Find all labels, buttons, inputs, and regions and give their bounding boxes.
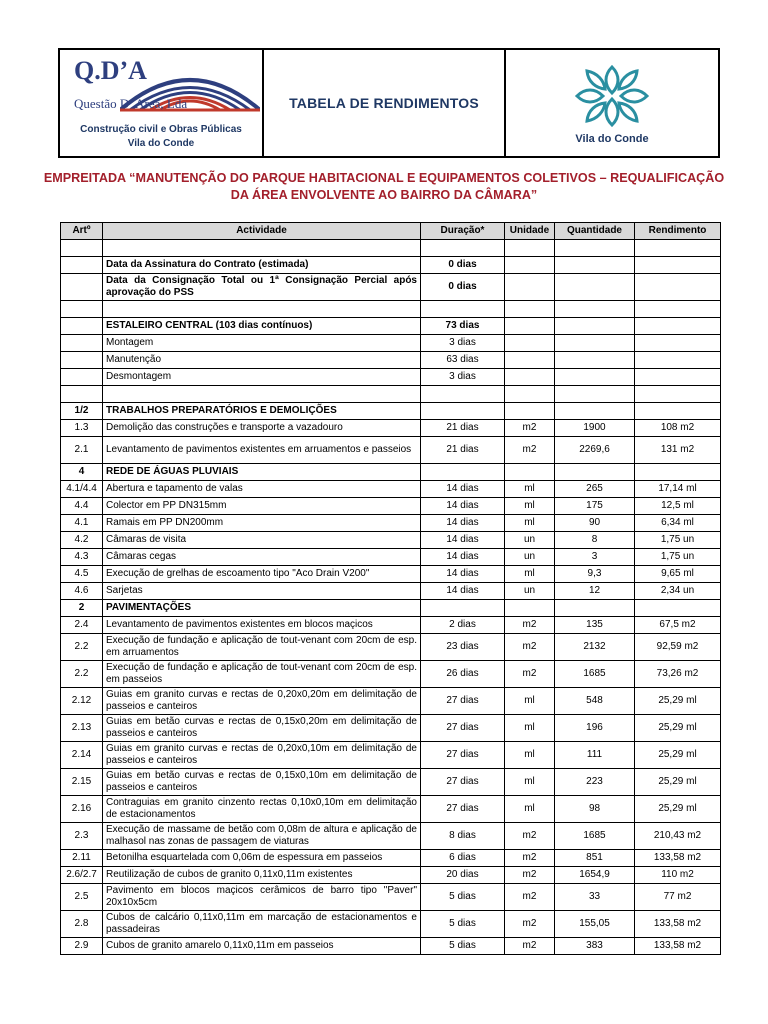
cell-quantity: 548 [555,688,635,715]
cell-art: 4.6 [61,583,103,600]
cell-yield: 25,29 ml [635,769,721,796]
cell-activity: Colector em PP DN315mm [103,498,421,515]
cell-art: 2.1 [61,437,103,464]
cell-art [61,257,103,274]
cell-art [61,274,103,301]
cell-activity: TRABALHOS PREPARATÓRIOS E DEMOLIÇÕES [103,403,421,420]
cell-yield [635,386,721,403]
cell-yield [635,301,721,318]
cell-activity: Pavimento em blocos maçicos cerâmicos de barro tipo "Paver" 20x10x5cm [103,884,421,911]
cell-yield [635,318,721,335]
cell-activity: Execução de grelhas de escoamento tipo "Aco Drain V200" [103,566,421,583]
cell-activity: Guias em betão curvas e rectas de 0,15x0,20m em delimitação de passeios e canteiros [103,715,421,742]
cell-duration: 27 dias [421,742,505,769]
column-header-duration: Duração* [421,223,505,240]
cell-quantity [555,318,635,335]
cell-unit: m2 [505,634,555,661]
table-row [61,386,721,403]
cell-duration [421,301,505,318]
cell-art: 2.14 [61,742,103,769]
cell-activity: REDE DE ÁGUAS PLUVIAIS [103,464,421,481]
cell-duration: 3 dias [421,335,505,352]
table-row [61,420,721,437]
column-header-yield: Rendimento [635,223,721,240]
cell-quantity [555,600,635,617]
cell-art: 4.4 [61,498,103,515]
cell-unit [505,274,555,301]
cell-art: 4.5 [61,566,103,583]
cell-unit [505,318,555,335]
cell-quantity [555,301,635,318]
cell-duration: 14 dias [421,566,505,583]
cell-quantity: 851 [555,850,635,867]
table-row [61,498,721,515]
cell-art: 2.16 [61,796,103,823]
cell-duration: 5 dias [421,884,505,911]
cell-unit: ml [505,715,555,742]
cell-activity: Contraguias em granito cinzento rectas 0,10x0,10m em delimitação de estacionamentos [103,796,421,823]
cell-yield: 131 m2 [635,437,721,464]
cell-duration [421,600,505,617]
table-row [61,369,721,386]
cell-art: 2 [61,600,103,617]
table-row [61,661,721,688]
cell-unit: ml [505,481,555,498]
table-row [61,532,721,549]
cell-yield [635,369,721,386]
cell-unit: ml [505,742,555,769]
cell-art [61,240,103,257]
cell-unit: m2 [505,420,555,437]
cell-duration: 14 dias [421,481,505,498]
cell-yield: 2,34 un [635,583,721,600]
cell-unit: ml [505,515,555,532]
cell-duration: 0 dias [421,257,505,274]
cell-unit: m2 [505,938,555,955]
cell-duration: 20 dias [421,867,505,884]
cell-art [61,335,103,352]
table-row [61,583,721,600]
cell-activity: Manutenção [103,352,421,369]
cell-unit: un [505,549,555,566]
cell-duration [421,464,505,481]
cell-quantity [555,274,635,301]
contract-title-line-1: EMPREITADA “MANUTENÇÃO DO PARQUE HABITACIONAL E EQUIPAMENTOS COLETIVOS – REQUALIFICAÇÃO [43,171,725,185]
table-row [61,301,721,318]
table-body [61,240,721,955]
cell-unit: m2 [505,867,555,884]
table-row [61,335,721,352]
cell-activity: Execução de fundação e aplicação de tout-venant com 20cm de esp. em passeios [103,661,421,688]
cell-unit [505,600,555,617]
cell-duration: 8 dias [421,823,505,850]
table-header-row [61,223,721,240]
cell-quantity: 1685 [555,823,635,850]
cell-art: 4.1 [61,515,103,532]
cell-art [61,318,103,335]
cell-art: 4.1/4.4 [61,481,103,498]
cell-unit [505,301,555,318]
company-activity: Construção civil e Obras Públicas [80,124,242,135]
cell-art: 2.11 [61,850,103,867]
cell-activity: Cubos de granito amarelo 0,11x0,11m em passeios [103,938,421,955]
cell-quantity: 1900 [555,420,635,437]
company-logo [60,50,264,156]
cell-yield: 108 m2 [635,420,721,437]
cell-unit: m2 [505,437,555,464]
cell-unit: ml [505,769,555,796]
cell-quantity: 33 [555,884,635,911]
cell-activity: Execução de fundação e aplicação de tout-venant com 20cm de esp. em arruamentos [103,634,421,661]
cell-yield: 25,29 ml [635,742,721,769]
column-header-art: Artº [61,223,103,240]
cell-activity: Cubos de calcário 0,11x0,11m em marcação de estacionamentos e passadeiras [103,911,421,938]
cell-unit: un [505,583,555,600]
cell-quantity [555,257,635,274]
table-row [61,240,721,257]
cell-duration [421,240,505,257]
table-row [61,769,721,796]
cell-yield: 9,65 ml [635,566,721,583]
cell-quantity: 2132 [555,634,635,661]
cell-yield: 92,59 m2 [635,634,721,661]
cell-duration: 14 dias [421,498,505,515]
cell-activity [103,386,421,403]
cell-duration: 2 dias [421,617,505,634]
cell-activity: Levantamento de pavimentos existentes em blocos maçicos [103,617,421,634]
table-row [61,549,721,566]
cell-duration: 27 dias [421,688,505,715]
cell-activity: Data da Assinatura do Contrato (estimada) [103,257,421,274]
cell-art [61,301,103,318]
cell-art: 2.2 [61,634,103,661]
cell-unit: m2 [505,661,555,688]
cell-quantity [555,403,635,420]
cell-yield: 133,58 m2 [635,938,721,955]
title-cell [264,50,506,156]
cell-duration: 0 dias [421,274,505,301]
cell-activity: Data da Consignação Total ou 1ª Consignação Percial após aprovação do PSS [103,274,421,301]
table-row [61,715,721,742]
cell-duration: 5 dias [421,911,505,938]
contract-title-line-2: DA ÁREA ENVOLVENTE AO BAIRRO DA CÂMARA” [230,188,538,202]
company-name: Questão D’ Area, Lda [74,96,188,111]
cell-quantity: 2269,6 [555,437,635,464]
cell-quantity [555,335,635,352]
column-header-activity: Actividade [103,223,421,240]
table-row [61,600,721,617]
table-row [61,352,721,369]
cell-art: 4.3 [61,549,103,566]
cell-yield [635,257,721,274]
cell-yield [635,403,721,420]
cell-unit: ml [505,796,555,823]
cell-art: 2.5 [61,884,103,911]
cell-art [61,369,103,386]
table-row [61,566,721,583]
flower-emblem-icon [571,61,653,131]
cell-yield: 1,75 un [635,532,721,549]
table-row [61,823,721,850]
cell-quantity: 98 [555,796,635,823]
cell-duration: 3 dias [421,369,505,386]
cell-unit: m2 [505,850,555,867]
cell-yield: 110 m2 [635,867,721,884]
yield-table [60,222,721,955]
table-row [61,938,721,955]
cell-art: 2.12 [61,688,103,715]
cell-yield: 25,29 ml [635,796,721,823]
cell-duration: 21 dias [421,437,505,464]
cell-quantity [555,386,635,403]
cell-art: 4.2 [61,532,103,549]
cell-unit: m2 [505,617,555,634]
cell-art: 2.15 [61,769,103,796]
cell-quantity: 8 [555,532,635,549]
cell-duration: 63 dias [421,352,505,369]
column-header-quantity: Quantidade [555,223,635,240]
cell-quantity: 383 [555,938,635,955]
table-row [61,257,721,274]
cell-quantity: 111 [555,742,635,769]
cell-art: 1/2 [61,403,103,420]
cell-duration: 21 dias [421,420,505,437]
cell-quantity: 9,3 [555,566,635,583]
cell-duration: 14 dias [421,515,505,532]
table-row [61,634,721,661]
cell-art [61,352,103,369]
cell-yield [635,600,721,617]
cell-duration: 26 dias [421,661,505,688]
cell-quantity [555,352,635,369]
table-row [61,515,721,532]
cell-yield: 12,5 ml [635,498,721,515]
cell-quantity [555,464,635,481]
table-row [61,796,721,823]
cell-yield: 210,43 m2 [635,823,721,850]
cell-quantity: 135 [555,617,635,634]
cell-duration: 14 dias [421,549,505,566]
cell-unit: m2 [505,884,555,911]
cell-yield: 73,26 m2 [635,661,721,688]
contract-title [40,170,728,204]
document-title: TABELA DE RENDIMENTOS [289,95,479,111]
cell-duration [421,403,505,420]
cell-unit [505,352,555,369]
cell-duration: 14 dias [421,532,505,549]
cell-duration: 27 dias [421,715,505,742]
cell-duration: 73 dias [421,318,505,335]
cell-art: 2.6/2.7 [61,867,103,884]
cell-yield: 67,5 m2 [635,617,721,634]
cell-unit [505,257,555,274]
cell-yield [635,335,721,352]
cell-art: 4 [61,464,103,481]
table-row [61,274,721,301]
company-short-name: Q.D’A [74,56,147,85]
cell-activity: Demolição das construções e transporte a vazadouro [103,420,421,437]
cell-quantity [555,240,635,257]
cell-activity: Reutilização de cubos de granito 0,11x0,11m existentes [103,867,421,884]
cell-quantity: 1654,9 [555,867,635,884]
table-row [61,403,721,420]
cell-duration [421,386,505,403]
column-header-unit: Unidade [505,223,555,240]
table-row [61,742,721,769]
cell-activity: Guias em granito curvas e rectas de 0,20x0,20m em delimitação de passeios e canteiros [103,688,421,715]
cell-quantity: 90 [555,515,635,532]
cell-duration: 27 dias [421,769,505,796]
cell-quantity: 196 [555,715,635,742]
table-row [61,867,721,884]
cell-yield: 1,75 un [635,549,721,566]
cell-yield: 17,14 ml [635,481,721,498]
cell-activity: Ramais em PP DN200mm [103,515,421,532]
cell-duration: 5 dias [421,938,505,955]
cell-yield: 6,34 ml [635,515,721,532]
cell-activity: Sarjetas [103,583,421,600]
cell-yield [635,352,721,369]
cell-art: 2.3 [61,823,103,850]
cell-activity: Desmontagem [103,369,421,386]
table-row [61,617,721,634]
table-row [61,464,721,481]
cell-unit: m2 [505,911,555,938]
cell-unit [505,369,555,386]
cell-activity: Câmaras cegas [103,549,421,566]
cell-quantity: 223 [555,769,635,796]
table-row [61,688,721,715]
cell-activity: Abertura e tapamento de valas [103,481,421,498]
cell-art: 1.3 [61,420,103,437]
cell-activity [103,240,421,257]
cell-activity: Câmaras de visita [103,532,421,549]
cell-quantity: 265 [555,481,635,498]
cell-unit [505,386,555,403]
table-row [61,850,721,867]
cell-quantity: 175 [555,498,635,515]
cell-yield: 133,58 m2 [635,911,721,938]
cell-art: 2.9 [61,938,103,955]
cell-activity: Betonilha esquartelada com 0,06m de espessura em passeios [103,850,421,867]
cell-art: 2.8 [61,911,103,938]
cell-activity: Montagem [103,335,421,352]
cell-unit: ml [505,688,555,715]
table-row [61,911,721,938]
cell-unit [505,240,555,257]
cell-yield: 25,29 ml [635,688,721,715]
cell-duration: 23 dias [421,634,505,661]
document-header [58,48,720,158]
cell-unit: un [505,532,555,549]
cell-yield: 133,58 m2 [635,850,721,867]
cell-duration: 6 dias [421,850,505,867]
cell-activity: Guias em betão curvas e rectas de 0,15x0,10m em delimitação de passeios e canteiros [103,769,421,796]
cell-unit [505,335,555,352]
table-row [61,437,721,464]
cell-art: 2.2 [61,661,103,688]
cell-yield: 77 m2 [635,884,721,911]
table-row [61,481,721,498]
cell-activity: Guias em granito curvas e rectas de 0,20x0,10m em delimitação de passeios e canteiros [103,742,421,769]
cell-quantity [555,369,635,386]
cell-yield [635,274,721,301]
cell-activity: Execução de massame de betão com 0,08m de altura e aplicação de malhasol nas zonas de passagem de viaturas [103,823,421,850]
cell-activity: ESTALEIRO CENTRAL (103 dias contínuos) [103,318,421,335]
cell-duration: 14 dias [421,583,505,600]
cell-quantity: 12 [555,583,635,600]
cell-unit: m2 [505,823,555,850]
table-row [61,884,721,911]
cell-quantity: 3 [555,549,635,566]
table-row [61,318,721,335]
cell-unit: ml [505,498,555,515]
cell-quantity: 1685 [555,661,635,688]
cell-unit [505,464,555,481]
company-location: Vila do Conde [127,138,195,149]
cell-activity: PAVIMENTAÇÕES [103,600,421,617]
cell-quantity: 155,05 [555,911,635,938]
cell-art: 2.4 [61,617,103,634]
cell-art [61,386,103,403]
cell-yield: 25,29 ml [635,715,721,742]
municipality-logo [506,50,718,156]
cell-activity: Levantamento de pavimentos existentes em arruamentos e passeios [103,437,421,464]
cell-yield [635,464,721,481]
cell-activity [103,301,421,318]
municipality-name: Vila do Conde [575,133,649,145]
cell-yield [635,240,721,257]
cell-duration: 27 dias [421,796,505,823]
cell-unit: ml [505,566,555,583]
cell-unit [505,403,555,420]
cell-art: 2.13 [61,715,103,742]
